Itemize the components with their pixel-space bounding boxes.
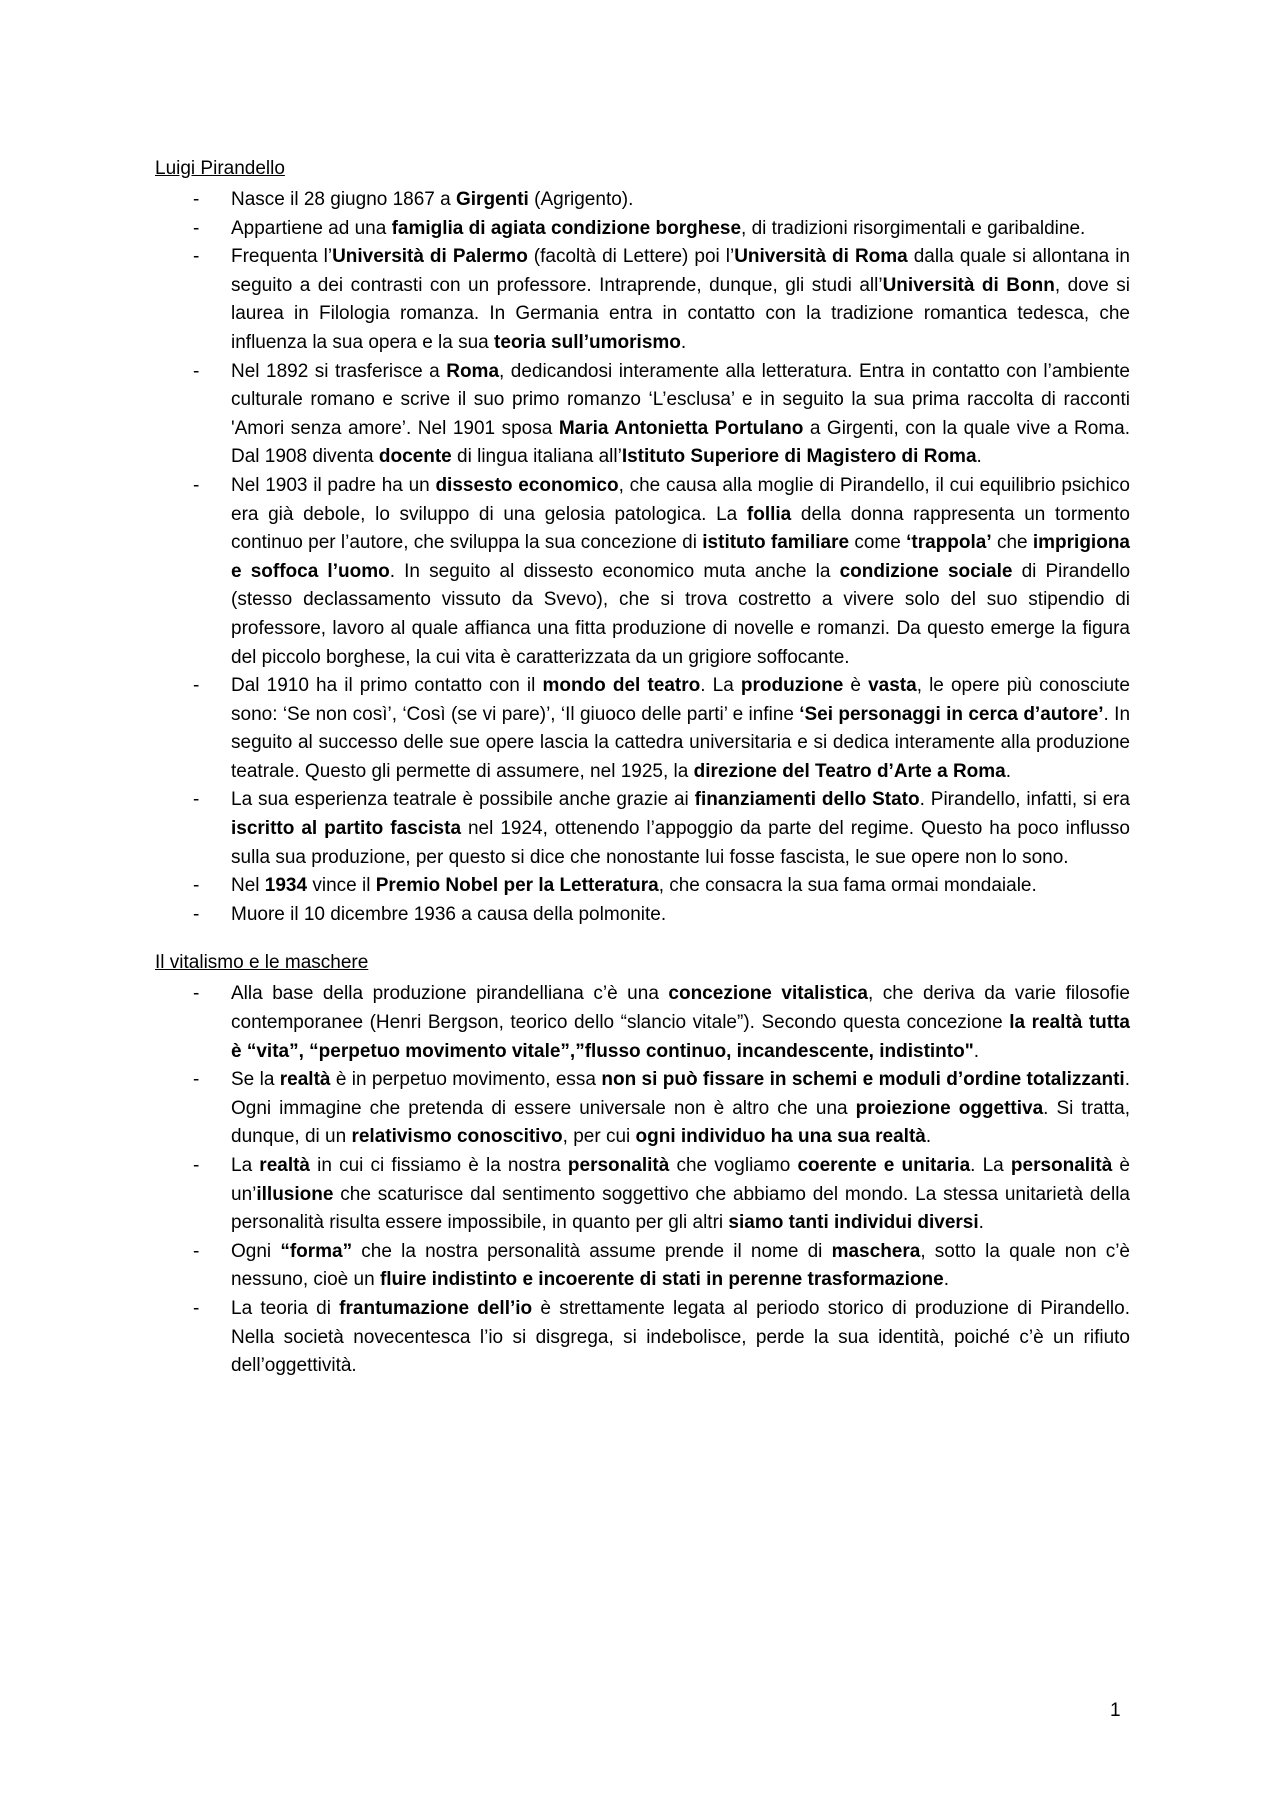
section-title-vitalism: Il vitalismo e le maschere (155, 952, 369, 974)
bullet-dash: - (193, 360, 200, 382)
bold-text: Premio Nobel per la Letteratura (375, 875, 659, 897)
bold-text: Girgenti (456, 189, 529, 210)
text-run: , dedicandosi interamente alla letteratura. Entra in contatto con l’ambiente culturale romano e scrive il suo primo romanzo ‘L’esclusa’ e in seguito la sua prima raccolta di racconti 'Amori senza amore’. Nel 1901 sposa (231, 360, 1131, 439)
bold-text: coerente e unitaria (797, 1155, 971, 1176)
text-run: Muore il 10 dicembre 1936 a causa della polmonite. (231, 903, 667, 925)
text-run: Nel 1903 il padre ha un (231, 474, 436, 496)
list-item (155, 1238, 1130, 1295)
text-run: Dal 1910 ha il primo contatto con il (231, 675, 543, 697)
text-run: . Pirandello, infatti, si era (919, 789, 1130, 811)
text-run: dalla quale si allontana in seguito a dei contrasti con un professore. Intraprende, dunque, gli studi all’ (231, 246, 1130, 296)
list-item-text (231, 475, 1130, 668)
text-run: nel 1924, ottenendo l’appoggio da parte del regime. Questo ha poco influsso sulla sua produzione, per questo si dice che nonostante lui fosse fascista, le sue opere non lo sono. (231, 818, 1130, 868)
text-run: , che deriva da varie filosofie contemporanee (Henri Bergson, teorico dello “slancio vitale”). Secondo questa concezione (231, 983, 1130, 1034)
list-item (155, 786, 1130, 872)
text-run: Nel 1892 si trasferisce a (231, 360, 447, 382)
list-item (155, 472, 1130, 672)
bold-text: Maria Antonietta Portulano (558, 417, 804, 439)
text-run: Nel (231, 875, 265, 897)
bold-text: follia (746, 503, 792, 525)
text-run: Frequenta l’ (231, 246, 333, 268)
bullet-dash: - (193, 903, 200, 925)
list-item-text (231, 675, 1130, 782)
bold-text: concezione vitalistica (668, 983, 868, 1005)
list-item-text (231, 246, 1130, 353)
bullet-dash: - (193, 789, 200, 811)
list-item (155, 215, 1130, 244)
document-content (155, 155, 1130, 1381)
list-item (155, 672, 1130, 786)
bullet-dash: - (193, 675, 200, 697)
bold-text: teoria sull’umorismo (494, 331, 681, 353)
bold-text: docente (378, 446, 452, 468)
list-item-text (231, 1241, 1130, 1291)
bold-text: ‘Sei personaggi in cerca d’autore’ (799, 703, 1104, 725)
section-title-biography: Luigi Pirandello (155, 158, 285, 179)
list-item (155, 186, 1130, 215)
text-run: , sotto la quale non c’è nessuno, cioè un (231, 1240, 1130, 1291)
bullet-dash: - (193, 1240, 200, 1262)
list-item (155, 872, 1130, 901)
text-run: . (976, 446, 982, 468)
text-run: . Si tratta, dunque, di un (231, 1097, 1131, 1148)
text-run: (facoltà di Lettere) poi l’ (527, 246, 735, 268)
list-item-text (231, 1155, 1130, 1233)
list-item (155, 358, 1130, 472)
biography-list (155, 186, 1130, 929)
bold-text: ogni individuo ha una sua realtà (635, 1126, 926, 1148)
text-run: che (991, 532, 1033, 554)
text-run: . La (970, 1155, 1011, 1176)
text-run: , che consacra la sua fama ormai mondaiale. (658, 875, 1037, 897)
bullet-dash: - (193, 217, 200, 239)
list-item-text (231, 983, 1130, 1061)
text-run: La teoria di (231, 1297, 340, 1319)
text-run: è (843, 675, 869, 697)
bold-text: finanziamenti dello Stato (694, 789, 920, 811)
bold-text: proiezione oggettiva (855, 1097, 1044, 1119)
bold-text: istituto familiare (702, 532, 850, 554)
text-run: . In seguito al successo delle sue opere lascia la cattedra universitaria e si dedica interamente alla produzione teatrale. Questo gli permette di assumere, nel 1925, la (231, 703, 1131, 782)
text-run: in cui ci fissiamo è la nostra (310, 1155, 568, 1176)
text-run: a Girgenti, con la quale vive a Roma. Dal 1908 diventa (231, 417, 1130, 468)
list-item-text (231, 1069, 1130, 1147)
text-run: Nasce il 28 giugno 1867 a (231, 189, 456, 210)
bold-text: la realtà tutta è “vita”, “perpetuo movimento vitale”,”flusso continuo, incandescente, indistinto" (231, 1012, 1130, 1062)
text-run: Alla base della produzione pirandelliana c’è una (231, 983, 669, 1005)
text-run: . (1005, 760, 1012, 782)
text-run: . (943, 1269, 949, 1291)
text-run: La sua esperienza teatrale è possibile anche grazie ai (231, 789, 695, 811)
list-item (155, 1152, 1130, 1238)
list-item-text (231, 1298, 1130, 1376)
list-item (155, 980, 1130, 1066)
bold-text: siamo tanti individui diversi (728, 1212, 979, 1234)
text-run: come (849, 532, 907, 554)
list-item (155, 901, 1130, 930)
bold-text: fluire indistinto e incoerente di stati in perenne trasformazione (379, 1269, 944, 1291)
bold-text: personalità (567, 1155, 670, 1176)
text-run: . Ogni immagine che pretenda di essere universale non è altro che una (231, 1069, 1130, 1119)
bold-text: Roma (446, 360, 500, 382)
bold-text: non si può fissare in schemi e moduli d’ordine totalizzanti (601, 1069, 1125, 1091)
bold-text: Università di Bonn (882, 274, 1055, 296)
text-run: Appartiene ad una (231, 217, 392, 239)
bold-text: “forma” (280, 1240, 353, 1262)
list-item-text (231, 218, 1085, 239)
text-run: è in perpetuo movimento, essa (330, 1069, 602, 1091)
bullet-dash: - (193, 1297, 200, 1319)
bold-text: imprigiona e soffoca l’uomo (231, 532, 1130, 582)
list-item (155, 243, 1130, 357)
bold-text: vasta (868, 675, 917, 697)
text-run: , di tradizioni risorgimentali e garibaldine. (741, 217, 1086, 239)
bold-text: maschera (831, 1240, 921, 1262)
list-item (155, 1066, 1130, 1152)
text-run: che vogliamo (669, 1155, 798, 1176)
text-run: . La (700, 675, 741, 697)
text-run: . In seguito al dissesto economico muta anche la (389, 560, 840, 582)
bold-text: famiglia di agiata condizione borghese (391, 217, 742, 239)
bold-text: ‘trappola’ (906, 532, 992, 554)
bold-text: produzione (740, 675, 844, 697)
bullet-dash: - (193, 983, 200, 1005)
bold-text: iscritto al partito fascista (231, 818, 462, 840)
bullet-dash: - (193, 246, 200, 268)
bold-text: Università di Roma (734, 246, 908, 268)
text-run: , le opere più conosciute sono: ‘Se non così’, ‘Così (se vi pare)’, ‘Il giuoco delle parti’ e infine (231, 675, 1130, 725)
bold-text: realtà (279, 1069, 331, 1091)
vitalism-list (155, 980, 1130, 1380)
bold-text: illusione (256, 1183, 334, 1205)
bullet-dash: - (193, 1069, 200, 1091)
text-run: della donna rappresenta un tormento continuo per l’autore, che sviluppa la sua concezione di (231, 503, 1131, 554)
bold-text: mondo del teatro (542, 675, 701, 697)
list-item (155, 1295, 1130, 1381)
text-run: che scaturisce dal sentimento soggettivo che abbiamo del mondo. La stessa unitarietà della personalità risulta essere impossibile, in quanto per gli altri (231, 1183, 1130, 1234)
bullet-dash: - (193, 474, 200, 496)
text-run: , che causa alla moglie di Pirandello, il cui equilibrio psichico era già debole, lo sviluppo di una gelosia patologica. La (231, 474, 1130, 525)
text-run: Ogni (231, 1240, 281, 1262)
text-run: . (925, 1126, 932, 1148)
bold-text: relativismo conoscitivo (351, 1126, 563, 1148)
text-run: di Pirandello (stesso declassamento vissuto da Svevo), che si trova costretto a vivere solo del suo stipendio di professore, lavoro al quale affianca una fitta produzione di novelle e romanzi. Da questo emerge la figura del piccolo borghese, la cui vita è caratterizzata da un grigiore soffocante. (231, 560, 1131, 668)
bold-text: Istituto Superiore di Magistero di Roma (621, 446, 977, 468)
bold-text: realtà (259, 1155, 310, 1176)
list-item-text (231, 189, 633, 210)
text-run: , per cui (562, 1126, 636, 1148)
bold-text: dissesto economico (435, 474, 619, 496)
list-item-text (231, 789, 1130, 867)
list-item-text (231, 904, 666, 925)
text-run: è un’ (231, 1155, 1130, 1205)
list-item-text (231, 361, 1130, 468)
text-run: è strettamente legata al periodo storico di produzione di Pirandello. Nella società novecentesca l’io si disgrega, si indebolisce, perde la sua identità, poiché c’è un rifiuto dell’oggettività. (231, 1297, 1130, 1377)
bold-text: condizione sociale (839, 560, 1013, 582)
list-item-text (231, 875, 1037, 896)
text-run: (Agrigento). (528, 189, 634, 210)
text-run: , dove si laurea in Filologia romanza. In Germania entra in contatto con la tradizione romantica tedesca, che influenza la sua opera e la sua (231, 274, 1131, 353)
page-number: 1 (1110, 1700, 1121, 1721)
bullet-dash: - (193, 1155, 200, 1176)
text-run: di lingua italiana all’ (451, 446, 622, 468)
bullet-dash: - (193, 189, 200, 210)
bullet-dash: - (193, 875, 200, 897)
text-run: . (973, 1040, 980, 1062)
bold-text: direzione del Teatro d’Arte a Roma (693, 760, 1006, 782)
bold-text: Università di Palermo (332, 246, 528, 268)
text-run: Se la (231, 1069, 280, 1091)
text-run: che la nostra personalità assume prende il nome di (352, 1240, 832, 1262)
text-run: vince il (307, 875, 376, 897)
text-run: La (231, 1155, 260, 1176)
text-run: . (680, 331, 687, 353)
bold-text: personalità (1010, 1155, 1113, 1176)
text-run: . (978, 1212, 984, 1234)
bold-text: frantumazione dell’io (339, 1297, 533, 1319)
bold-text: 1934 (264, 875, 308, 897)
